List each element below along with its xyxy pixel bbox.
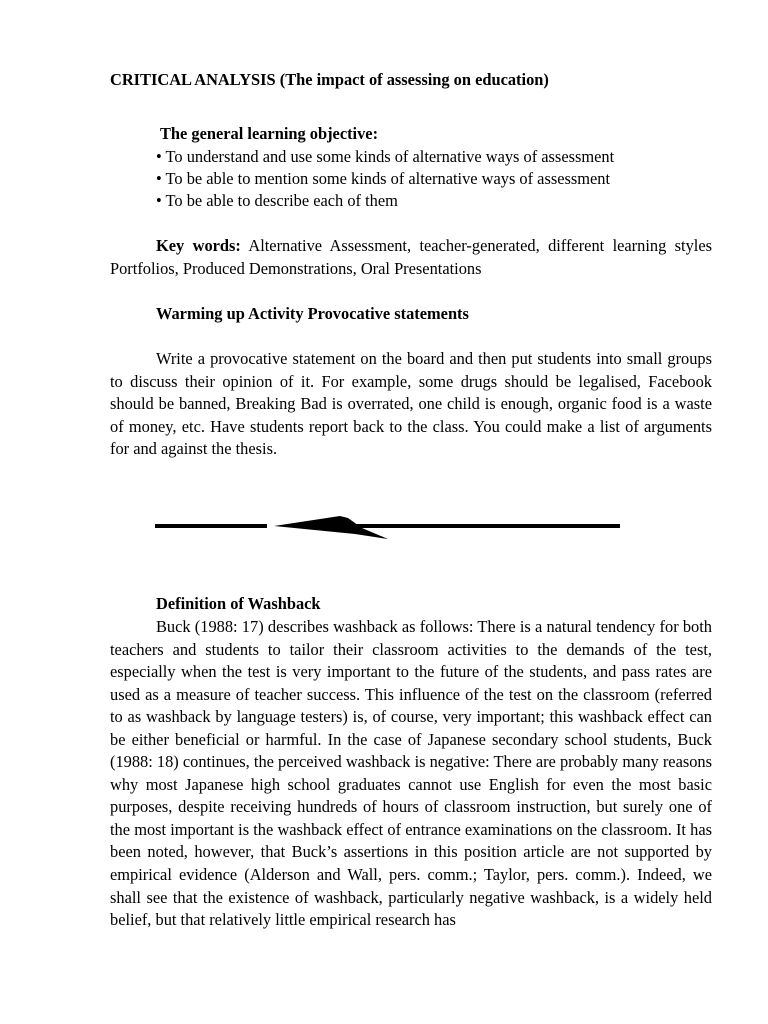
warmup-paragraph: Write a provocative statement on the board and then put students into small groups to discuss their opinion of it. For example, some drugs should be legalised, Facebook should be banned, Breaking Bad is overrated, one child is enough, organic food is a waste of money, etc. Have students report back to the class. You could make a list of arguments for and against the thesis. bbox=[110, 349, 712, 459]
washback-heading: Definition of Washback bbox=[156, 594, 321, 613]
left-arrow-divider-icon bbox=[150, 508, 630, 548]
warmup-heading: Warming up Activity Provocative statements bbox=[156, 304, 469, 323]
objective-bullet-1: • To understand and use some kinds of alternative ways of assessment bbox=[156, 147, 615, 166]
keywords-label: Key words: bbox=[156, 236, 241, 255]
document-title: CRITICAL ANALYSIS (The impact of assessing on education) bbox=[110, 70, 549, 89]
objective-bullet-3: • To be able to describe each of them bbox=[156, 191, 398, 210]
objective-heading: The general learning objective: bbox=[160, 124, 379, 143]
washback-paragraph: Buck (1988: 17) describes washback as follows: There is a natural tendency for both teachers and students to tailor their classroom activities to the demands of the test, especially when the test is very important to the future of the students, and pass rates are used as a measure of teacher success. This influence of the test on the classroom (referred to as washback by language testers) is, of course, very important; this washback effect can be either beneficial or harmful. In the case of Japanese secondary school students, Buck (1988: 18) continues, the perceived washback is negative: There are probably many reasons why most Japanese high school graduates cannot use English for even the most basic purposes, despite receiving hundreds of hours of classroom instruction, but surely one of the most important is the washback effect of entrance examinations on the classroom. It has been noted, however, that Buck’s assertions in this position article are not supported by empirical evidence (Alderson and Wall, pers. comm.; Taylor, pers. comm.). Indeed, we shall see that the existence of washback, particularly negative washback, is a widely held belief, but that relatively little empirical research has bbox=[110, 617, 712, 930]
objective-bullet-2: • To be able to mention some kinds of alternative ways of assessment bbox=[156, 169, 611, 188]
keywords-paragraph bbox=[110, 235, 712, 280]
keywords-text: Alternative Assessment, teacher-generated, different learning styles Portfolios, Produced Demonstrations, Oral Presentations bbox=[110, 236, 712, 278]
